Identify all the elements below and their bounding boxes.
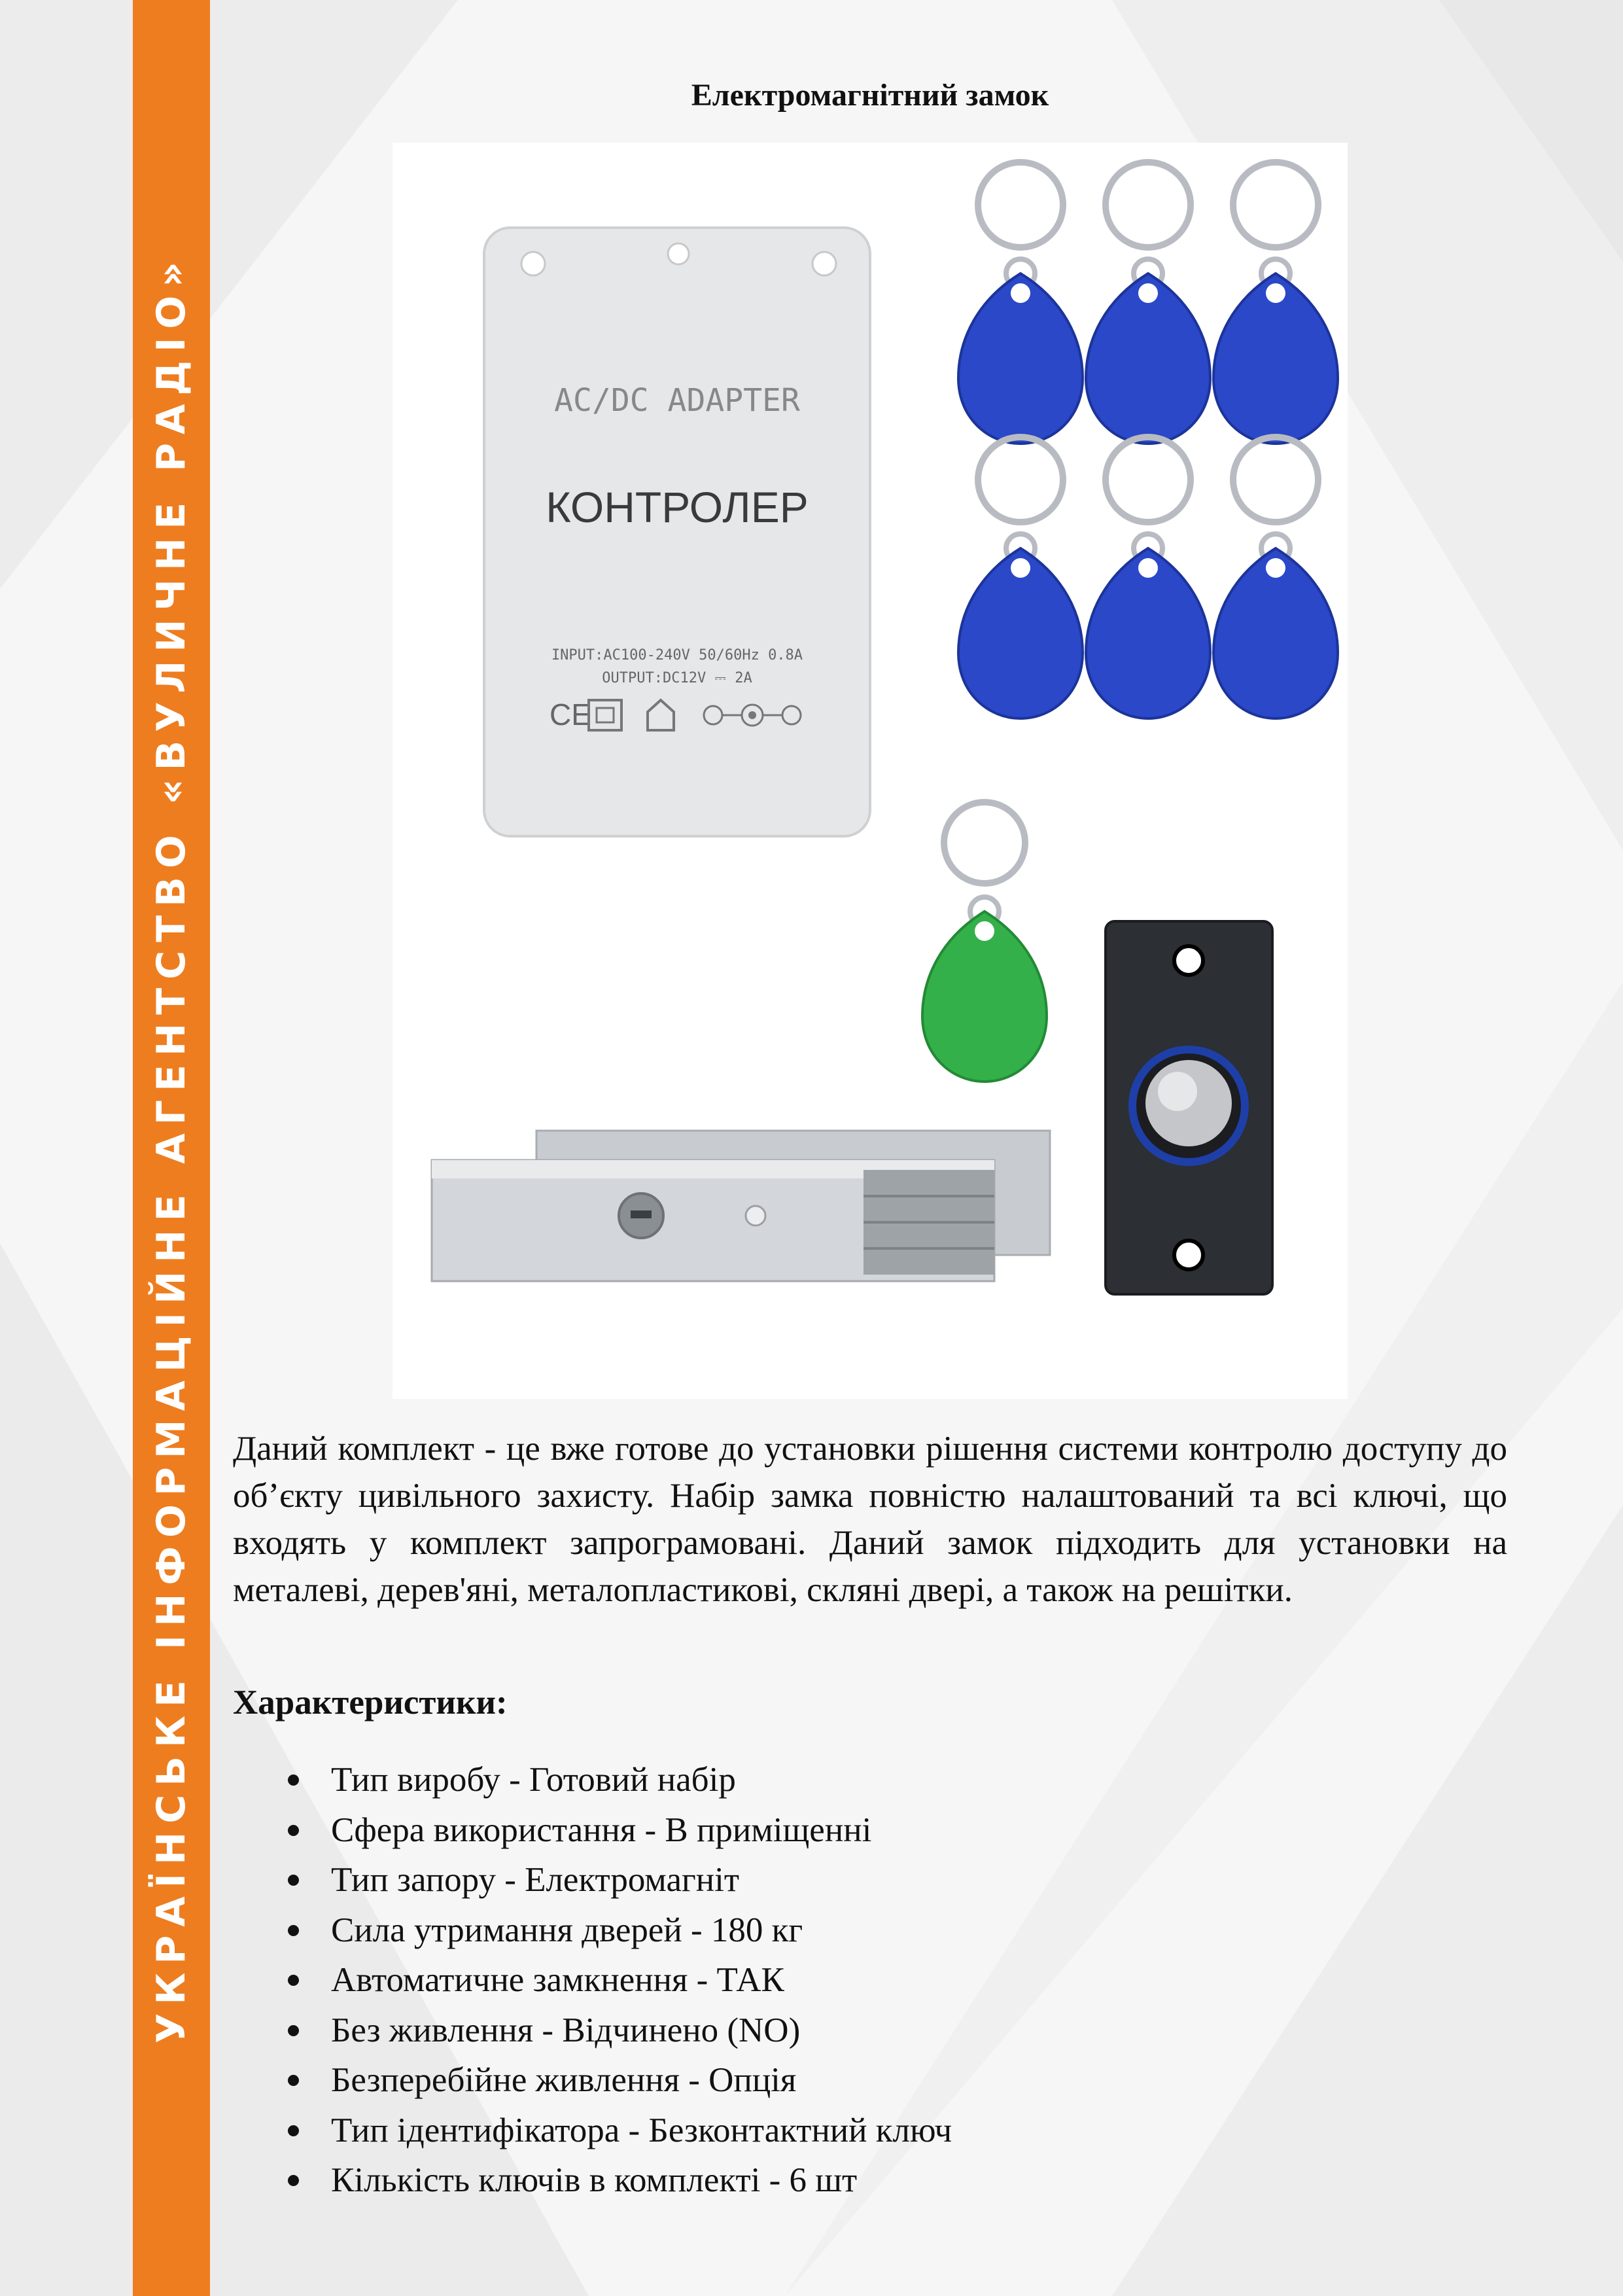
product-photo xyxy=(393,143,1348,1399)
list-item: Безперебійне живлення - Опція xyxy=(288,2055,952,2106)
specs-heading: Характеристики: xyxy=(233,1684,508,1722)
ce-mark: CE xyxy=(550,698,591,732)
bullet-icon xyxy=(288,1975,299,1986)
list-item: Тип виробу - Готовий набір xyxy=(288,1755,952,1805)
list-item: Тип ідентифікатора - Безконтактний ключ xyxy=(288,2106,952,2156)
bullet-icon xyxy=(288,2125,299,2136)
bullet-icon xyxy=(288,2075,299,2086)
adapter-label: КОНТРОЛЕР xyxy=(546,483,809,531)
bullet-icon xyxy=(288,1925,299,1936)
bullet-icon xyxy=(288,1875,299,1886)
controller-box xyxy=(484,228,870,836)
list-item: Кількість ключів в комплекті - 6 шт xyxy=(288,2155,952,2206)
list-item: Сила утримання дверей - 180 кг xyxy=(288,1905,952,1956)
blue-keyfobs xyxy=(958,162,1338,718)
green-keyfob xyxy=(922,802,1047,1082)
description-paragraph: Даний комплект - це вже готове до установки рішення системи контролю доступу до об’єкту цивільного захисту. Набір замка повністю налаштований та всі ключі, що входять у комплект запрограмовані. Даний замок підходить для установки на металеві, дерев'яні, металопластикові, скляні двері, а також на решітки. xyxy=(233,1430,1507,1609)
list-item: Тип запору - Електромагніт xyxy=(288,1855,952,1905)
specs-list xyxy=(288,1755,952,2206)
bullet-icon xyxy=(288,1775,299,1786)
bullet-icon xyxy=(288,2175,299,2186)
adapter-output: OUTPUT:DC12V ⎓ 2A xyxy=(602,670,752,686)
list-item: Сфера використання - В приміщенні xyxy=(288,1805,952,1856)
adapter-title: AC/DC ADAPTER xyxy=(554,382,800,419)
magnetic-lock xyxy=(432,1131,1050,1281)
adapter-input: INPUT:AC100-240V 50/60Hz 0.8A xyxy=(551,647,803,663)
bullet-icon xyxy=(288,2025,299,2036)
list-item: Без живлення - Відчинено (NO) xyxy=(288,2005,952,2056)
exit-button-panel xyxy=(1106,921,1272,1294)
list-item: Автоматичне замкнення - ТАК xyxy=(288,1955,952,2005)
page-title: Електромагнітний замок xyxy=(691,78,1049,113)
bullet-icon xyxy=(288,1825,299,1836)
sidebar-agency-name: УКРАЇНСЬКЕ ІНФОРМАЦІЙНЕ АГЕНТСТВО «ВУЛИЧНЕ РАДІО» xyxy=(148,253,194,2044)
